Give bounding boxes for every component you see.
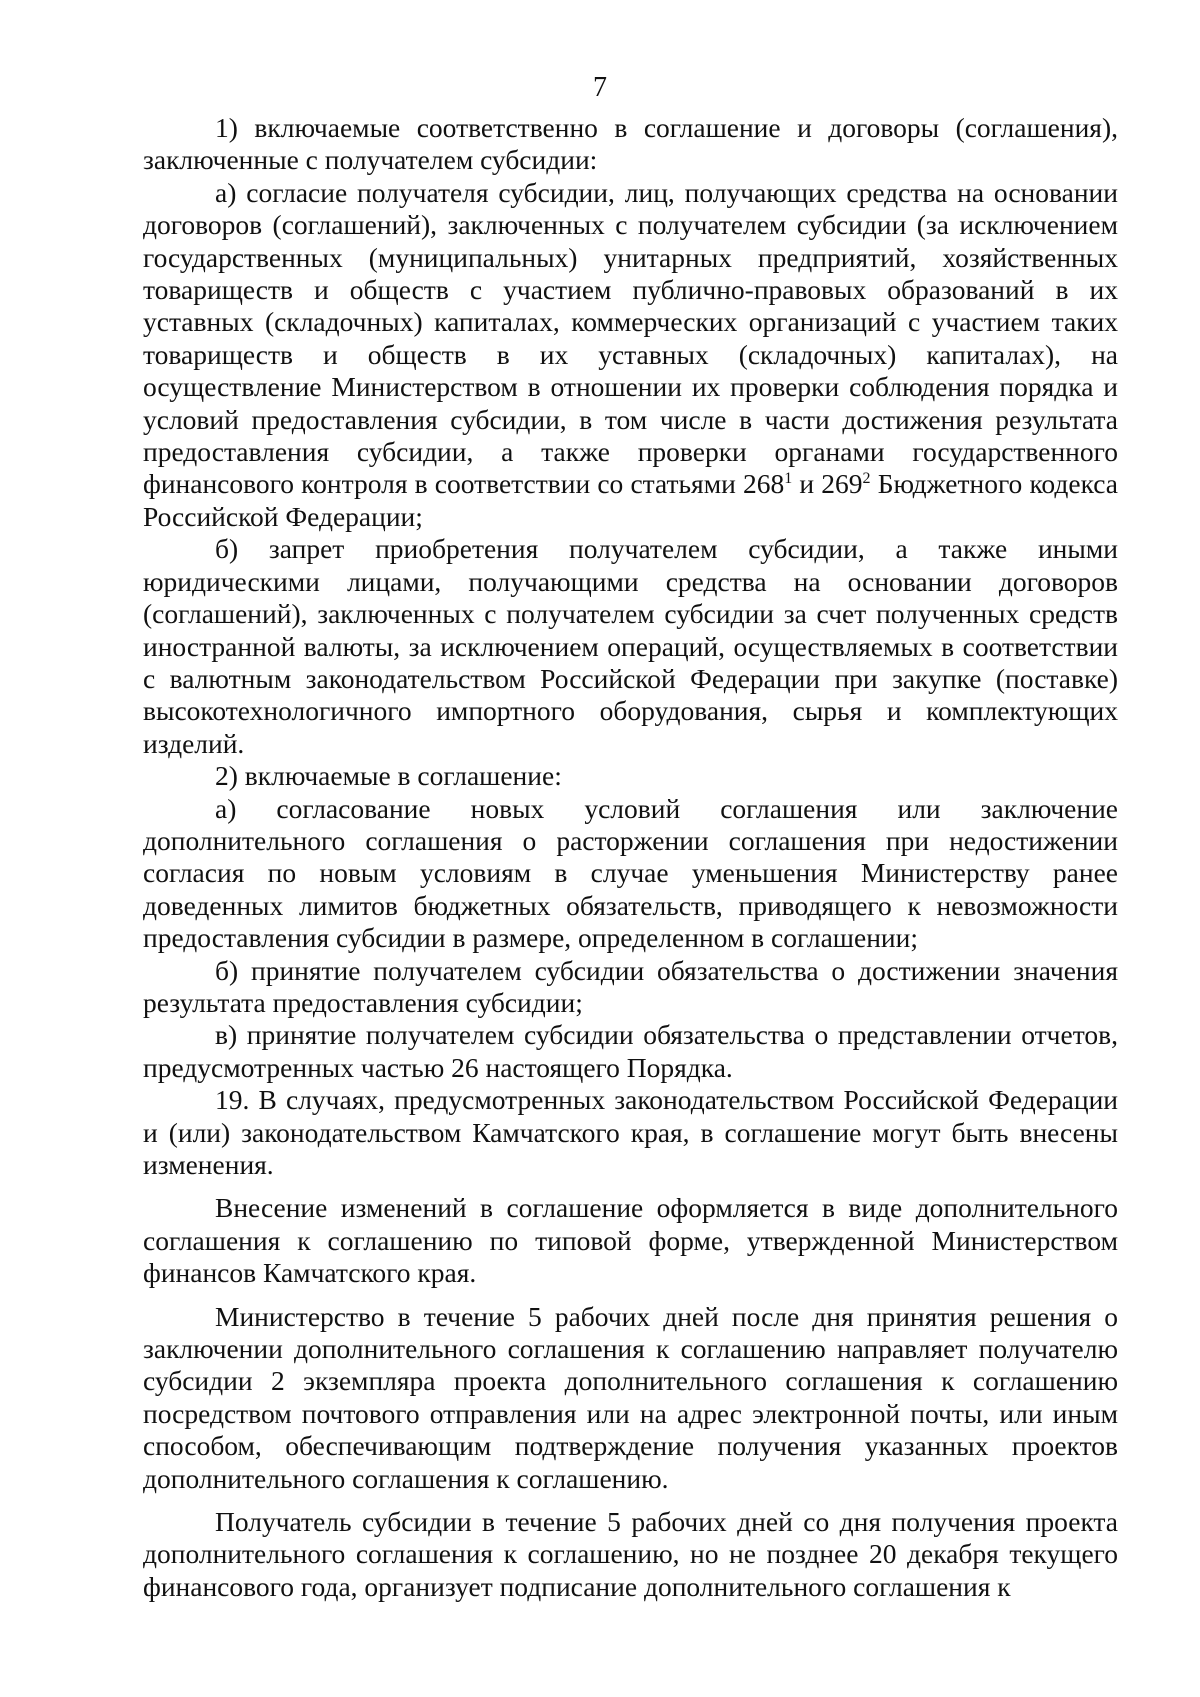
paragraph-amendments: Внесение изменений в соглашение оформляется в виде дополнительного соглашения к соглашению по типовой форме, утвержденной Министерством финансов Камчатского края. [143,1192,1118,1289]
paragraph-2-intro: 2) включаемые в соглашение: [215,760,562,792]
page-number: 7 [593,72,607,103]
paragraph-2a: а) согласование новых условий соглашения или заключение дополнительного соглашения о расторжении соглашения при недостижении согласия по новым условиям в случае уменьшения Министерству ранее доведенных лимитов бюджетных обязательств, приводящего к невозможности предоставления субсидии в размере, определенном в соглашении; [143,792,1118,954]
document-body [143,112,1118,1603]
paragraph-1b-ban: б) запрет приобретения получателем субсидии, а также иными юридическими лицами, получающими средства на основании договоров (соглашений), заключенных с получателем субсидии за счет полученных средств иностранной валюты, за исключением операций, осуществляемых в соответствии с валютным законодательством Российской Федерации при закупке (поставке) высокотехнологичного импортного оборудования, сырья и комплектующих изделий. [143,533,1118,759]
paragraph-text: а) согласие получателя субсидии, лиц, получающих средства на основании договоров (соглашений), заключенных с получателем субсидии (за исключением государственных (муниципальных) унитарных предприятий, хозяйственных товариществ и обществ с участием публично-правовых образований в их уставных (складочных) капиталах, коммерческих организаций с участием таких товариществ и обществ в их уставных (складочных) капиталах), на осуществление Министерством в отношении их проверки соблюдения порядка и условий предоставления субсидии, в том числе в части достижения результата предоставления субсидии, а также проверки органами государственного финансового контроля в соответствии со статьями 268 [143,176,1118,500]
paragraph-ministry-sends: Министерство в течение 5 рабочих дней после дня принятия решения о заключении дополнительного соглашения к соглашению направляет получателю субсидии 2 экземпляра проекта дополнительного соглашения к соглашению посредством почтового отправления или на адрес электронной почты, или иным способом, обеспечивающим подтверждение получения указанных проектов дополнительного соглашения к соглашению. [143,1300,1118,1494]
superscript: 2 [862,470,871,488]
paragraph-1a-consent [143,177,1118,533]
paragraph-recipient-signs: Получатель субсидии в течение 5 рабочих дней со дня получения проекта дополнительного соглашения к соглашению, но не позднее 20 декабря текущего финансового года, организует подписание дополнительного соглашения к [143,1506,1118,1602]
paragraph-2c: в) принятие получателем субсидии обязательства о представлении отчетов, предусмотренных частью 26 настоящего Порядка. [143,1019,1118,1083]
paragraph-2b: б) принятие получателем субсидии обязательства о достижении значения результата предоставления субсидии; [143,954,1118,1018]
paragraph-text: Бюджетного кодекса Российской Федерации; [143,468,1118,532]
paragraph-text: и 269 [792,468,863,500]
paragraph-19: 19. В случаях, предусмотренных законодательством Российской Федерации и (или) законодательством Камчатского края, в соглашение могут быть внесены изменения. [143,1084,1118,1180]
paragraph-1-intro: 1) включаемые соответственно в соглашение и договоры (соглашения), заключенные с получателем субсидии: [143,112,1118,176]
superscript: 1 [784,470,793,488]
